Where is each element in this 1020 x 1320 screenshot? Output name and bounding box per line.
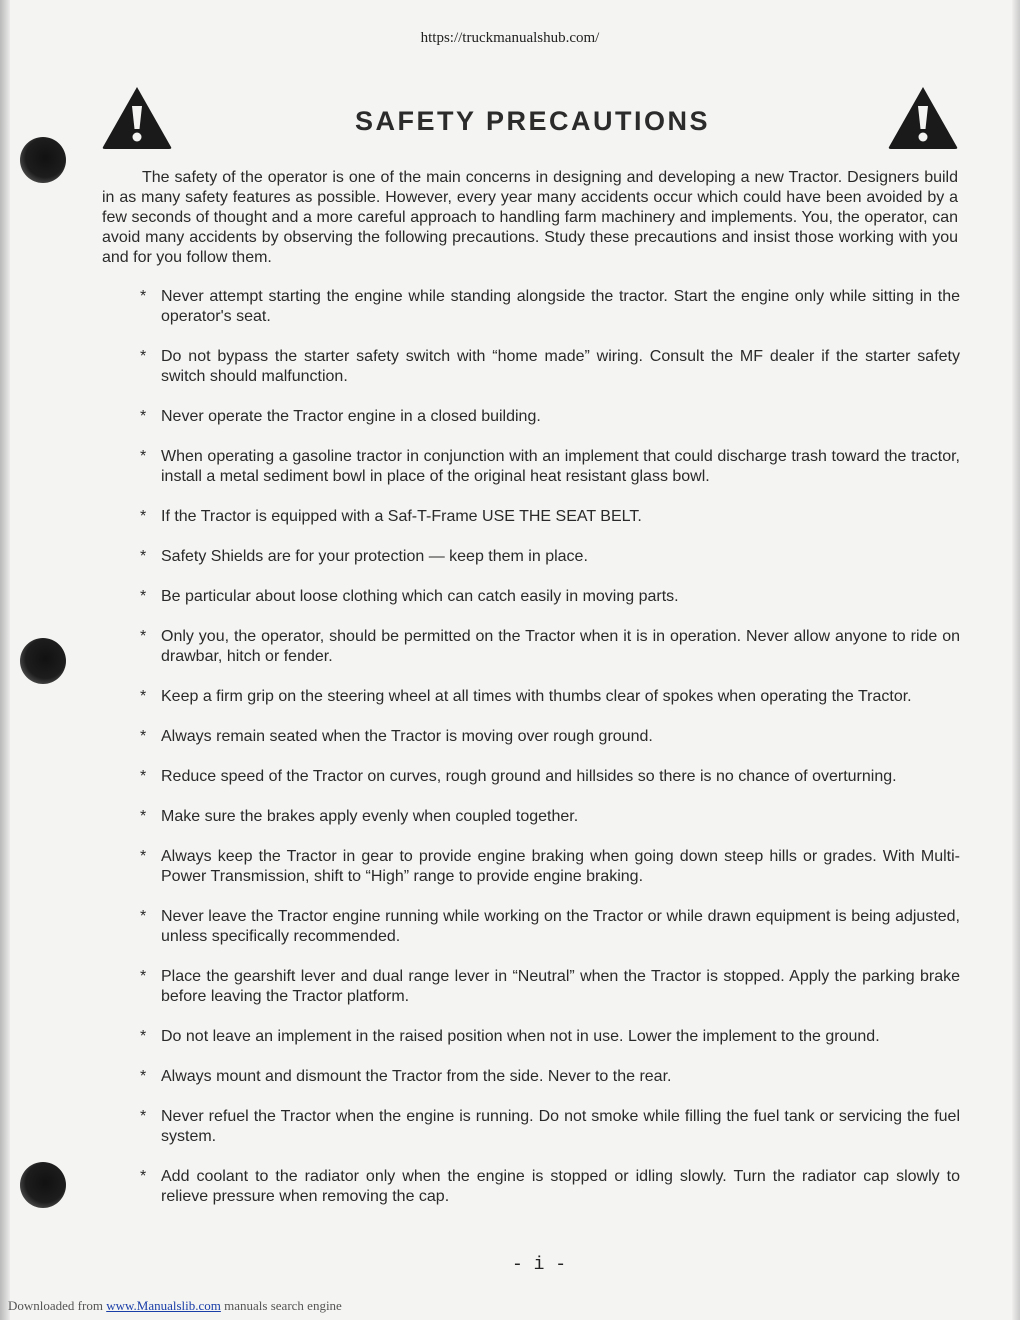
bullet-asterisk: * <box>140 548 147 565</box>
precaution-text: When operating a gasoline tractor in conjunction with an implement that could discharge trash toward the tractor, install a metal sediment bowl in place of the original heat resistant glass bowl. <box>161 448 960 485</box>
precaution-text: Reduce speed of the Tractor on curves, rough ground and hillsides so there is no chance of overturning. <box>161 768 897 785</box>
precaution-text: Keep a firm grip on the steering wheel at all times with thumbs clear of spokes when operating the Tractor. <box>161 688 912 705</box>
bullet-asterisk: * <box>140 1028 147 1045</box>
precaution-text: Place the gearshift lever and dual range lever in “Neutral” when the Tractor is stopped. Apply the parking brake before leaving the Tractor platform. <box>161 968 960 1005</box>
precaution-text: Be particular about loose clothing which can catch easily in moving parts. <box>161 588 679 605</box>
precaution-item <box>140 767 960 787</box>
page-edge-right <box>1012 0 1020 1320</box>
bullet-asterisk: * <box>140 688 147 705</box>
bullet-asterisk: * <box>140 448 147 465</box>
binder-hole-bottom <box>20 1162 66 1208</box>
precaution-text: Always remain seated when the Tractor is moving over rough ground. <box>161 728 653 745</box>
precaution-text: Only you, the operator, should be permitted on the Tractor when it is in operation. Never allow anyone to ride on drawbar, hitch or fender. <box>161 628 960 665</box>
header-url: https://truckmanualshub.com/ <box>420 30 600 46</box>
bullet-asterisk: * <box>140 1068 147 1085</box>
precaution-item <box>140 587 960 607</box>
manualslib-link[interactable]: www.Manualslib.com <box>106 1298 221 1313</box>
bullet-asterisk: * <box>140 808 147 825</box>
precaution-item <box>140 1067 960 1087</box>
binder-hole-middle <box>20 638 66 684</box>
bullet-asterisk: * <box>140 728 147 745</box>
bullet-asterisk: * <box>140 1108 147 1125</box>
footer-prefix: Downloaded from <box>8 1298 103 1313</box>
page-number: - i - <box>511 1255 566 1275</box>
bullet-asterisk: * <box>140 628 147 645</box>
precaution-text: Add coolant to the radiator only when the engine is stopped or idling slowly. Turn the radiator cap slowly to relieve pressure when removing the cap. <box>161 1168 960 1205</box>
precaution-text: Always mount and dismount the Tractor from the side. Never to the rear. <box>161 1068 672 1085</box>
footer-suffix: manuals search engine <box>224 1298 342 1313</box>
precaution-text: Make sure the brakes apply evenly when coupled together. <box>161 808 579 825</box>
precaution-item <box>140 507 960 527</box>
precaution-text: Always keep the Tractor in gear to provide engine braking when going down steep hills or grades. With Multi-Power Transmission, shift to “High” range to provide engine braking. <box>161 848 960 885</box>
precaution-item <box>140 447 960 487</box>
precaution-item <box>140 627 960 667</box>
precautions-list <box>140 287 960 1227</box>
page-edge-left <box>0 0 10 1320</box>
precaution-text: Never leave the Tractor engine running while working on the Tractor or while drawn equipment is being adjusted, unless specifically recommended. <box>161 908 960 945</box>
bullet-asterisk: * <box>140 348 147 365</box>
precaution-item <box>140 1027 960 1047</box>
precaution-item <box>140 547 960 567</box>
intro-paragraph: The safety of the operator is one of the main concerns in designing and developing a new Tractor. Designers build in as many safety features as possible. However, every year many accidents occur which could have been avoided by a few seconds of thought and a more careful approach to handling farm machinery and implements. You, the operator, can avoid many accidents by observing the following precautions. Study these precautions and insist those working with you and for you follow them. <box>102 169 958 266</box>
precaution-text: Never refuel the Tractor when the engine is running. Do not smoke while filling the fuel tank or servicing the fuel system. <box>161 1108 960 1145</box>
binder-hole-top <box>20 137 66 183</box>
precaution-item <box>140 687 960 707</box>
precaution-item <box>140 807 960 827</box>
precaution-item <box>140 347 960 387</box>
bullet-asterisk: * <box>140 848 147 865</box>
precaution-text: Do not bypass the starter safety switch with “home made” wiring. Consult the MF dealer if the starter safety switch should malfunction. <box>161 348 960 385</box>
precaution-text: If the Tractor is equipped with a Saf-T-Frame USE THE SEAT BELT. <box>161 508 642 525</box>
precaution-text: Never operate the Tractor engine in a closed building. <box>161 408 541 425</box>
bullet-asterisk: * <box>140 288 147 305</box>
bullet-asterisk: * <box>140 968 147 985</box>
bullet-asterisk: * <box>140 508 147 525</box>
bullet-asterisk: * <box>140 768 147 785</box>
precaution-text: Do not leave an implement in the raised position when not in use. Lower the implement to the ground. <box>161 1028 880 1045</box>
precaution-item <box>140 907 960 947</box>
bullet-asterisk: * <box>140 908 147 925</box>
bullet-asterisk: * <box>140 1168 147 1185</box>
precaution-item <box>140 847 960 887</box>
precaution-text: Safety Shields are for your protection — keep them in place. <box>161 548 588 565</box>
precaution-item <box>140 1167 960 1207</box>
precaution-item <box>140 1107 960 1147</box>
precaution-item <box>140 287 960 327</box>
precaution-text: Never attempt starting the engine while standing alongside the tractor. Start the engine only while sitting in the operator's seat. <box>161 288 960 325</box>
precaution-item <box>140 727 960 747</box>
page-title: SAFETY PRECAUTIONS <box>354 106 711 136</box>
precaution-item <box>140 407 960 427</box>
download-footer <box>8 1298 342 1314</box>
bullet-asterisk: * <box>140 588 147 605</box>
bullet-asterisk: * <box>140 408 147 425</box>
precaution-item <box>140 967 960 1007</box>
